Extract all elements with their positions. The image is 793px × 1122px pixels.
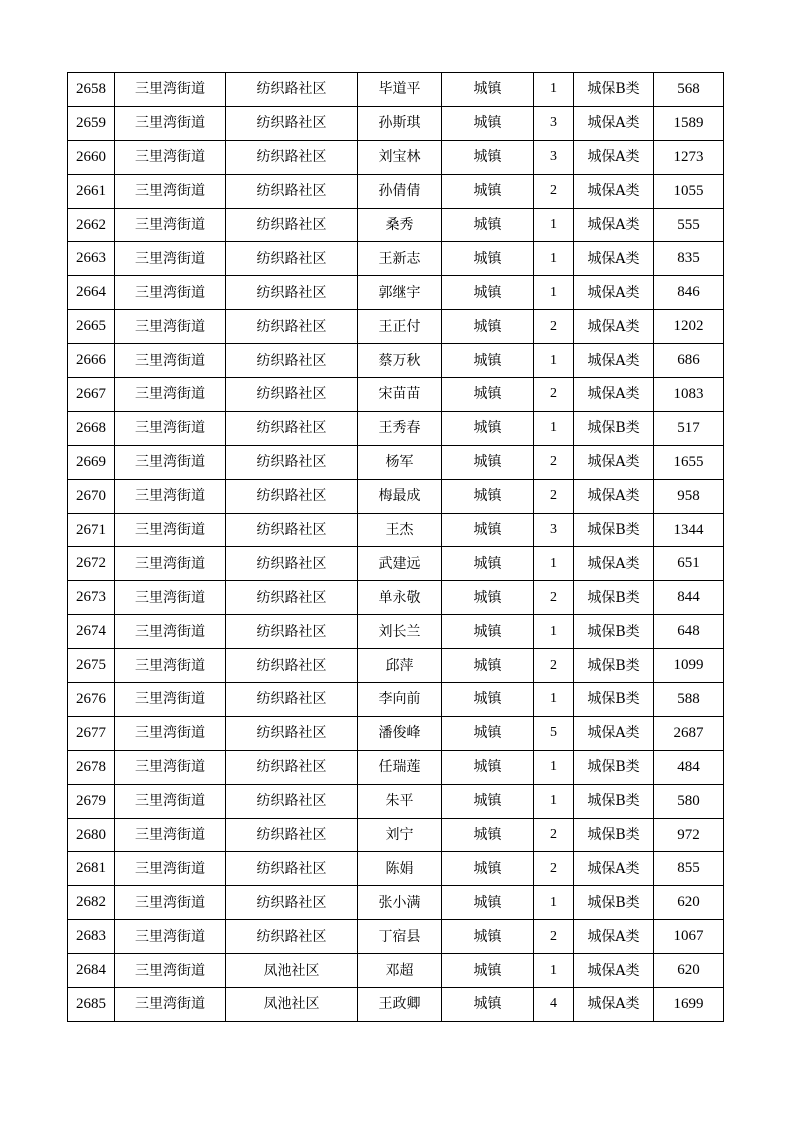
cell-id: 2673 [68, 581, 115, 615]
cell-street: 三里湾街道 [115, 683, 226, 717]
cell-name: 孙倩倩 [358, 174, 442, 208]
cell-name: 毕道平 [358, 73, 442, 107]
cell-count: 1 [534, 242, 574, 276]
cell-category: 城保A类 [574, 547, 654, 581]
table-row [68, 716, 724, 750]
cell-area: 城镇 [442, 310, 534, 344]
cell-amount: 620 [654, 886, 724, 920]
table-row [68, 784, 724, 818]
cell-community: 凤池社区 [226, 988, 358, 1022]
cell-street: 三里湾街道 [115, 242, 226, 276]
cell-category: 城保A类 [574, 276, 654, 310]
cell-street: 三里湾街道 [115, 716, 226, 750]
cell-street: 三里湾街道 [115, 73, 226, 107]
table-row [68, 344, 724, 378]
cell-area: 城镇 [442, 276, 534, 310]
cell-id: 2660 [68, 140, 115, 174]
cell-id: 2663 [68, 242, 115, 276]
cell-category: 城保B类 [574, 615, 654, 649]
table-row [68, 818, 724, 852]
cell-count: 2 [534, 310, 574, 344]
table-row [68, 920, 724, 954]
cell-name: 王政卿 [358, 988, 442, 1022]
cell-area: 城镇 [442, 445, 534, 479]
cell-count: 2 [534, 818, 574, 852]
cell-street: 三里湾街道 [115, 886, 226, 920]
cell-count: 5 [534, 716, 574, 750]
cell-amount: 1202 [654, 310, 724, 344]
table-row [68, 615, 724, 649]
cell-street: 三里湾街道 [115, 649, 226, 683]
cell-amount: 588 [654, 683, 724, 717]
cell-id: 2672 [68, 547, 115, 581]
cell-amount: 958 [654, 479, 724, 513]
cell-community: 纺织路社区 [226, 73, 358, 107]
cell-amount: 2687 [654, 716, 724, 750]
cell-community: 纺织路社区 [226, 784, 358, 818]
cell-amount: 1055 [654, 174, 724, 208]
table-row [68, 140, 724, 174]
cell-street: 三里湾街道 [115, 615, 226, 649]
cell-count: 2 [534, 174, 574, 208]
cell-street: 三里湾街道 [115, 818, 226, 852]
cell-area: 城镇 [442, 886, 534, 920]
cell-count: 1 [534, 784, 574, 818]
cell-category: 城保A类 [574, 852, 654, 886]
cell-area: 城镇 [442, 208, 534, 242]
cell-id: 2679 [68, 784, 115, 818]
cell-category: 城保A类 [574, 208, 654, 242]
table-row [68, 852, 724, 886]
cell-category: 城保A类 [574, 344, 654, 378]
cell-area: 城镇 [442, 513, 534, 547]
cell-id: 2684 [68, 954, 115, 988]
cell-count: 2 [534, 479, 574, 513]
cell-street: 三里湾街道 [115, 310, 226, 344]
cell-amount: 686 [654, 344, 724, 378]
cell-count: 2 [534, 649, 574, 683]
cell-area: 城镇 [442, 547, 534, 581]
cell-name: 桑秀 [358, 208, 442, 242]
table-row [68, 683, 724, 717]
cell-name: 武建远 [358, 547, 442, 581]
table-row [68, 445, 724, 479]
cell-id: 2675 [68, 649, 115, 683]
cell-community: 纺织路社区 [226, 106, 358, 140]
table-row [68, 513, 724, 547]
cell-category: 城保B类 [574, 411, 654, 445]
cell-street: 三里湾街道 [115, 140, 226, 174]
cell-count: 3 [534, 140, 574, 174]
cell-id: 2665 [68, 310, 115, 344]
cell-amount: 846 [654, 276, 724, 310]
cell-name: 杨军 [358, 445, 442, 479]
cell-category: 城保A类 [574, 954, 654, 988]
cell-id: 2674 [68, 615, 115, 649]
cell-area: 城镇 [442, 378, 534, 412]
cell-name: 梅最成 [358, 479, 442, 513]
cell-area: 城镇 [442, 73, 534, 107]
cell-amount: 648 [654, 615, 724, 649]
cell-count: 1 [534, 276, 574, 310]
cell-name: 孙斯琪 [358, 106, 442, 140]
cell-community: 纺织路社区 [226, 818, 358, 852]
cell-amount: 844 [654, 581, 724, 615]
cell-community: 纺织路社区 [226, 276, 358, 310]
cell-id: 2680 [68, 818, 115, 852]
table-row [68, 750, 724, 784]
cell-area: 城镇 [442, 615, 534, 649]
cell-category: 城保A类 [574, 106, 654, 140]
cell-category: 城保B类 [574, 581, 654, 615]
cell-id: 2677 [68, 716, 115, 750]
cell-name: 任瑞莲 [358, 750, 442, 784]
cell-category: 城保B类 [574, 649, 654, 683]
cell-community: 纺织路社区 [226, 615, 358, 649]
cell-area: 城镇 [442, 344, 534, 378]
cell-category: 城保A类 [574, 716, 654, 750]
cell-count: 4 [534, 988, 574, 1022]
cell-street: 三里湾街道 [115, 513, 226, 547]
cell-amount: 855 [654, 852, 724, 886]
cell-amount: 555 [654, 208, 724, 242]
cell-street: 三里湾街道 [115, 174, 226, 208]
table-row [68, 310, 724, 344]
table-row [68, 106, 724, 140]
cell-count: 1 [534, 344, 574, 378]
cell-category: 城保A类 [574, 378, 654, 412]
cell-street: 三里湾街道 [115, 920, 226, 954]
cell-community: 纺织路社区 [226, 649, 358, 683]
cell-area: 城镇 [442, 954, 534, 988]
cell-street: 三里湾街道 [115, 954, 226, 988]
cell-area: 城镇 [442, 242, 534, 276]
cell-community: 纺织路社区 [226, 208, 358, 242]
cell-name: 朱平 [358, 784, 442, 818]
cell-area: 城镇 [442, 106, 534, 140]
cell-id: 2676 [68, 683, 115, 717]
table-row [68, 479, 724, 513]
cell-count: 1 [534, 615, 574, 649]
roster-table [67, 72, 724, 1022]
cell-category: 城保A类 [574, 242, 654, 276]
cell-id: 2666 [68, 344, 115, 378]
cell-category: 城保A类 [574, 920, 654, 954]
cell-amount: 1067 [654, 920, 724, 954]
cell-street: 三里湾街道 [115, 988, 226, 1022]
cell-community: 纺织路社区 [226, 411, 358, 445]
cell-street: 三里湾街道 [115, 378, 226, 412]
cell-community: 纺织路社区 [226, 174, 358, 208]
table-row [68, 378, 724, 412]
cell-name: 王秀春 [358, 411, 442, 445]
cell-name: 王正付 [358, 310, 442, 344]
cell-category: 城保B类 [574, 73, 654, 107]
cell-community: 纺织路社区 [226, 547, 358, 581]
cell-amount: 651 [654, 547, 724, 581]
cell-area: 城镇 [442, 411, 534, 445]
cell-area: 城镇 [442, 920, 534, 954]
cell-count: 1 [534, 547, 574, 581]
cell-community: 纺织路社区 [226, 140, 358, 174]
cell-count: 1 [534, 73, 574, 107]
cell-name: 陈娟 [358, 852, 442, 886]
cell-street: 三里湾街道 [115, 852, 226, 886]
cell-community: 纺织路社区 [226, 479, 358, 513]
table-row [68, 242, 724, 276]
cell-amount: 1589 [654, 106, 724, 140]
cell-amount: 1273 [654, 140, 724, 174]
cell-name: 郭继宇 [358, 276, 442, 310]
cell-category: 城保A类 [574, 988, 654, 1022]
cell-area: 城镇 [442, 818, 534, 852]
cell-community: 纺织路社区 [226, 750, 358, 784]
cell-street: 三里湾街道 [115, 411, 226, 445]
cell-name: 刘宝林 [358, 140, 442, 174]
cell-amount: 1344 [654, 513, 724, 547]
cell-amount: 484 [654, 750, 724, 784]
cell-amount: 835 [654, 242, 724, 276]
cell-category: 城保B类 [574, 818, 654, 852]
cell-id: 2670 [68, 479, 115, 513]
cell-street: 三里湾街道 [115, 276, 226, 310]
cell-count: 1 [534, 750, 574, 784]
cell-name: 张小满 [358, 886, 442, 920]
table-row [68, 649, 724, 683]
cell-count: 1 [534, 954, 574, 988]
cell-area: 城镇 [442, 479, 534, 513]
cell-name: 刘宁 [358, 818, 442, 852]
cell-area: 城镇 [442, 649, 534, 683]
cell-community: 纺织路社区 [226, 886, 358, 920]
table-row [68, 276, 724, 310]
cell-id: 2668 [68, 411, 115, 445]
cell-id: 2662 [68, 208, 115, 242]
cell-street: 三里湾街道 [115, 106, 226, 140]
cell-id: 2685 [68, 988, 115, 1022]
cell-name: 李向前 [358, 683, 442, 717]
table-row [68, 73, 724, 107]
cell-id: 2661 [68, 174, 115, 208]
cell-community: 纺织路社区 [226, 378, 358, 412]
cell-name: 王杰 [358, 513, 442, 547]
table-row [68, 581, 724, 615]
cell-area: 城镇 [442, 581, 534, 615]
cell-community: 纺织路社区 [226, 852, 358, 886]
table-row [68, 411, 724, 445]
cell-count: 1 [534, 411, 574, 445]
cell-id: 2681 [68, 852, 115, 886]
cell-count: 2 [534, 581, 574, 615]
cell-id: 2671 [68, 513, 115, 547]
cell-area: 城镇 [442, 174, 534, 208]
cell-area: 城镇 [442, 140, 534, 174]
cell-category: 城保B类 [574, 513, 654, 547]
cell-count: 1 [534, 683, 574, 717]
cell-category: 城保B类 [574, 784, 654, 818]
cell-id: 2664 [68, 276, 115, 310]
cell-community: 纺织路社区 [226, 513, 358, 547]
table-row [68, 208, 724, 242]
cell-id: 2682 [68, 886, 115, 920]
cell-community: 纺织路社区 [226, 242, 358, 276]
cell-community: 纺织路社区 [226, 344, 358, 378]
cell-name: 潘俊峰 [358, 716, 442, 750]
cell-amount: 620 [654, 954, 724, 988]
cell-id: 2678 [68, 750, 115, 784]
cell-count: 1 [534, 886, 574, 920]
cell-category: 城保A类 [574, 479, 654, 513]
cell-id: 2669 [68, 445, 115, 479]
cell-area: 城镇 [442, 784, 534, 818]
cell-count: 3 [534, 106, 574, 140]
cell-category: 城保A类 [574, 445, 654, 479]
cell-name: 刘长兰 [358, 615, 442, 649]
cell-amount: 1699 [654, 988, 724, 1022]
cell-count: 3 [534, 513, 574, 547]
table-row [68, 988, 724, 1022]
table-row [68, 954, 724, 988]
cell-category: 城保A类 [574, 174, 654, 208]
cell-street: 三里湾街道 [115, 784, 226, 818]
roster-sheet [67, 72, 724, 1022]
cell-area: 城镇 [442, 750, 534, 784]
cell-amount: 580 [654, 784, 724, 818]
cell-community: 纺织路社区 [226, 683, 358, 717]
cell-amount: 1655 [654, 445, 724, 479]
cell-category: 城保B类 [574, 886, 654, 920]
cell-name: 丁宿县 [358, 920, 442, 954]
cell-street: 三里湾街道 [115, 344, 226, 378]
cell-amount: 568 [654, 73, 724, 107]
table-row [68, 547, 724, 581]
cell-id: 2659 [68, 106, 115, 140]
cell-street: 三里湾街道 [115, 445, 226, 479]
cell-name: 邓超 [358, 954, 442, 988]
cell-street: 三里湾街道 [115, 479, 226, 513]
cell-id: 2658 [68, 73, 115, 107]
cell-count: 1 [534, 208, 574, 242]
cell-street: 三里湾街道 [115, 581, 226, 615]
cell-community: 纺织路社区 [226, 445, 358, 479]
table-row [68, 174, 724, 208]
cell-area: 城镇 [442, 988, 534, 1022]
cell-street: 三里湾街道 [115, 208, 226, 242]
cell-name: 单永敬 [358, 581, 442, 615]
cell-area: 城镇 [442, 683, 534, 717]
cell-street: 三里湾街道 [115, 547, 226, 581]
cell-street: 三里湾街道 [115, 750, 226, 784]
cell-amount: 1099 [654, 649, 724, 683]
cell-count: 2 [534, 378, 574, 412]
cell-community: 纺织路社区 [226, 716, 358, 750]
cell-community: 纺织路社区 [226, 920, 358, 954]
cell-category: 城保B类 [574, 683, 654, 717]
cell-category: 城保B类 [574, 750, 654, 784]
cell-name: 宋苗苗 [358, 378, 442, 412]
cell-count: 2 [534, 852, 574, 886]
cell-category: 城保A类 [574, 310, 654, 344]
cell-community: 纺织路社区 [226, 310, 358, 344]
roster-body [68, 73, 724, 1022]
cell-community: 凤池社区 [226, 954, 358, 988]
cell-count: 2 [534, 445, 574, 479]
cell-area: 城镇 [442, 716, 534, 750]
cell-amount: 972 [654, 818, 724, 852]
cell-name: 蔡万秋 [358, 344, 442, 378]
cell-category: 城保A类 [574, 140, 654, 174]
cell-amount: 517 [654, 411, 724, 445]
cell-amount: 1083 [654, 378, 724, 412]
cell-id: 2683 [68, 920, 115, 954]
cell-community: 纺织路社区 [226, 581, 358, 615]
cell-area: 城镇 [442, 852, 534, 886]
cell-count: 2 [534, 920, 574, 954]
cell-name: 邱萍 [358, 649, 442, 683]
cell-name: 王新志 [358, 242, 442, 276]
table-row [68, 886, 724, 920]
cell-id: 2667 [68, 378, 115, 412]
